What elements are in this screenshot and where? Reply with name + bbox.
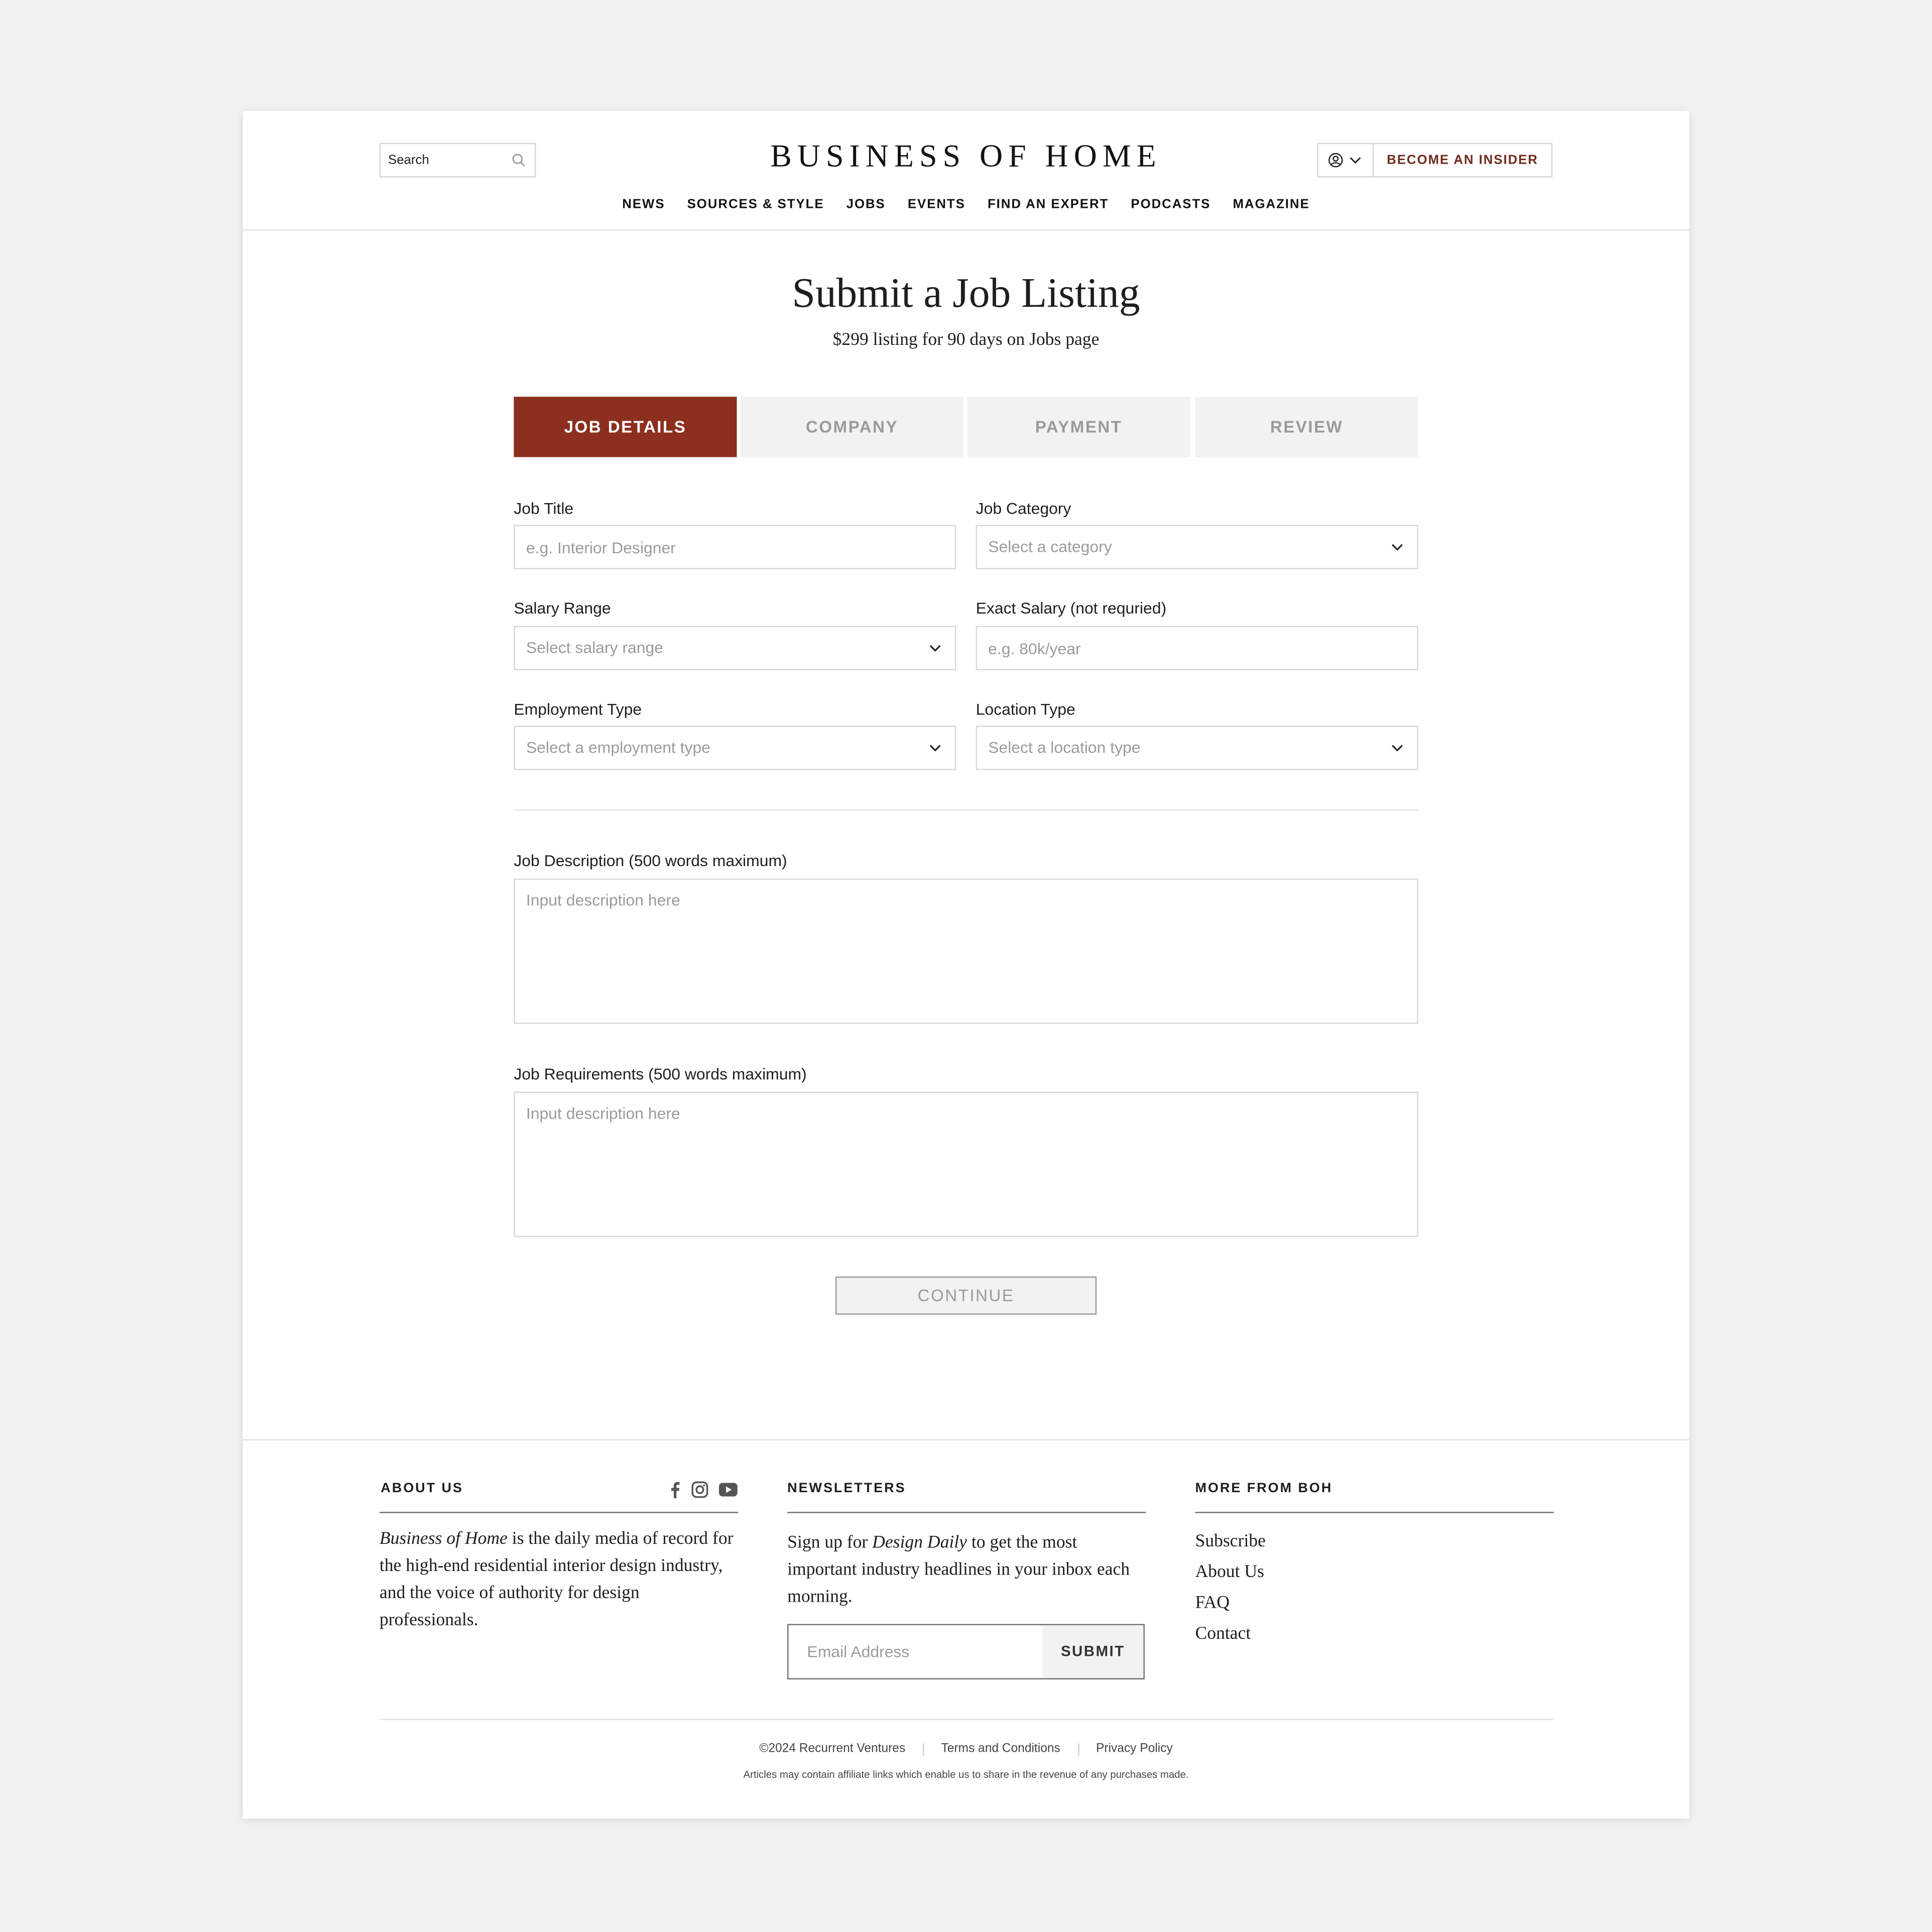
job-title-field[interactable] — [514, 525, 956, 569]
instagram-icon[interactable] — [691, 1481, 708, 1498]
chevron-down-icon — [1349, 155, 1362, 165]
user-icon — [1329, 153, 1343, 167]
page-card — [243, 111, 1689, 1819]
location-type-value: Select a location type — [988, 738, 1141, 757]
nav-find-an-expert[interactable]: FIND AN EXPERT — [987, 197, 1109, 212]
job-title-input[interactable] — [515, 526, 955, 568]
footer-about-heading: ABOUT US — [381, 1481, 463, 1496]
job-requirements-textarea[interactable] — [515, 1093, 1417, 1236]
salary-range-label: Salary Range — [514, 598, 611, 618]
legal-divider — [923, 1743, 924, 1755]
terms-link[interactable]: Terms and Conditions — [941, 1742, 1060, 1756]
continue-button[interactable]: CONTINUE — [835, 1276, 1097, 1314]
header-divider — [243, 229, 1689, 230]
nav-events[interactable]: EVENTS — [907, 197, 965, 212]
chevron-down-icon — [928, 641, 942, 655]
footer-about-brand: Business of Home — [379, 1529, 508, 1549]
footer-about-rule — [380, 1512, 738, 1513]
site-logo[interactable]: BUSINESS OF HOME — [770, 138, 1162, 174]
salary-range-select[interactable] — [514, 626, 956, 670]
nav-magazine[interactable]: MAGAZINE — [1233, 197, 1310, 212]
step-company[interactable]: COMPANY — [741, 397, 963, 457]
nav-jobs[interactable]: JOBS — [846, 197, 886, 212]
account-controls — [1317, 143, 1552, 178]
step-job-details[interactable]: JOB DETAILS — [514, 397, 737, 457]
chevron-down-icon — [1390, 540, 1404, 554]
footer-link-about-us[interactable]: About Us — [1195, 1562, 1264, 1583]
copyright-text: ©2024 Recurrent Ventures — [759, 1742, 906, 1756]
job-requirements-field[interactable] — [514, 1092, 1418, 1237]
newsletter-name: Design Daily — [872, 1532, 967, 1553]
exact-salary-input[interactable] — [977, 627, 1417, 669]
employment-type-label: Employment Type — [514, 699, 642, 718]
employment-type-value: Select a employment type — [526, 738, 710, 757]
location-type-label: Location Type — [976, 699, 1075, 718]
become-insider-button[interactable]: BECOME AN INSIDER — [1387, 153, 1538, 168]
salary-range-value: Select salary range — [526, 638, 663, 657]
affiliate-disclaimer: Articles may contain affiliate links which enable us to share in the revenue of any purchases made. — [743, 1768, 1189, 1781]
job-description-field[interactable] — [514, 879, 1418, 1024]
footer-newsletters-text — [787, 1529, 1137, 1611]
job-requirements-label: Job Requirements (500 words maximum) — [514, 1064, 807, 1083]
exact-salary-field[interactable] — [976, 626, 1418, 670]
footer-more-heading: MORE FROM BOH — [1195, 1481, 1333, 1496]
page-title: Submit a Job Listing — [792, 271, 1140, 317]
footer-newsletters-heading: NEWSLETTERS — [787, 1481, 906, 1496]
facebook-icon[interactable] — [669, 1481, 680, 1498]
employment-type-select[interactable] — [514, 726, 956, 770]
job-category-value: Select a category — [988, 537, 1112, 556]
job-description-label: Job Description (500 words maximum) — [514, 851, 787, 870]
job-category-label: Job Category — [976, 499, 1071, 518]
footer-bottom-rule — [380, 1719, 1554, 1720]
job-title-label: Job Title — [514, 499, 574, 518]
nav-podcasts[interactable]: PODCASTS — [1131, 197, 1211, 212]
email-input[interactable] — [789, 1625, 1041, 1678]
location-type-select[interactable] — [976, 726, 1418, 770]
chevron-down-icon — [1390, 741, 1404, 755]
newsletter-text-post: to get the most important industry headlines in your inbox each morning. — [787, 1532, 1130, 1607]
footer-link-subscribe[interactable]: Subscribe — [1195, 1531, 1266, 1551]
step-review[interactable]: REVIEW — [1195, 397, 1418, 457]
job-category-select[interactable] — [976, 525, 1418, 569]
footer-more-rule — [1195, 1512, 1553, 1513]
youtube-icon[interactable] — [718, 1482, 738, 1497]
account-menu-button[interactable] — [1318, 144, 1374, 176]
main-nav — [243, 197, 1689, 212]
nav-sources-style[interactable]: SOURCES & STYLE — [687, 197, 824, 212]
newsletter-form — [787, 1624, 1145, 1679]
step-payment[interactable]: PAYMENT — [967, 397, 1190, 457]
form-divider — [514, 809, 1418, 810]
newsletter-submit-button[interactable]: SUBMIT — [1042, 1625, 1143, 1678]
newsletter-text-pre: Sign up for — [787, 1532, 873, 1553]
footer-link-faq[interactable]: FAQ — [1195, 1593, 1230, 1613]
exact-salary-label: Exact Salary (not requried) — [976, 598, 1167, 618]
job-description-textarea[interactable] — [515, 880, 1417, 1023]
legal-divider — [1077, 1743, 1078, 1755]
nav-news[interactable]: NEWS — [622, 197, 665, 212]
footer-about-body: is the daily media of record for the high-end residential interior design industry, and the voice of authority for design professionals. — [379, 1529, 734, 1630]
privacy-link[interactable]: Privacy Policy — [1096, 1742, 1173, 1756]
footer-newsletters-rule — [787, 1512, 1146, 1513]
chevron-down-icon — [928, 741, 942, 755]
footer-link-contact[interactable]: Contact — [1195, 1624, 1251, 1644]
footer-divider — [243, 1439, 1689, 1440]
footer-legal — [243, 1742, 1689, 1756]
page-subtitle: $299 listing for 90 days on Jobs page — [832, 330, 1100, 350]
footer-about-text — [380, 1525, 738, 1634]
